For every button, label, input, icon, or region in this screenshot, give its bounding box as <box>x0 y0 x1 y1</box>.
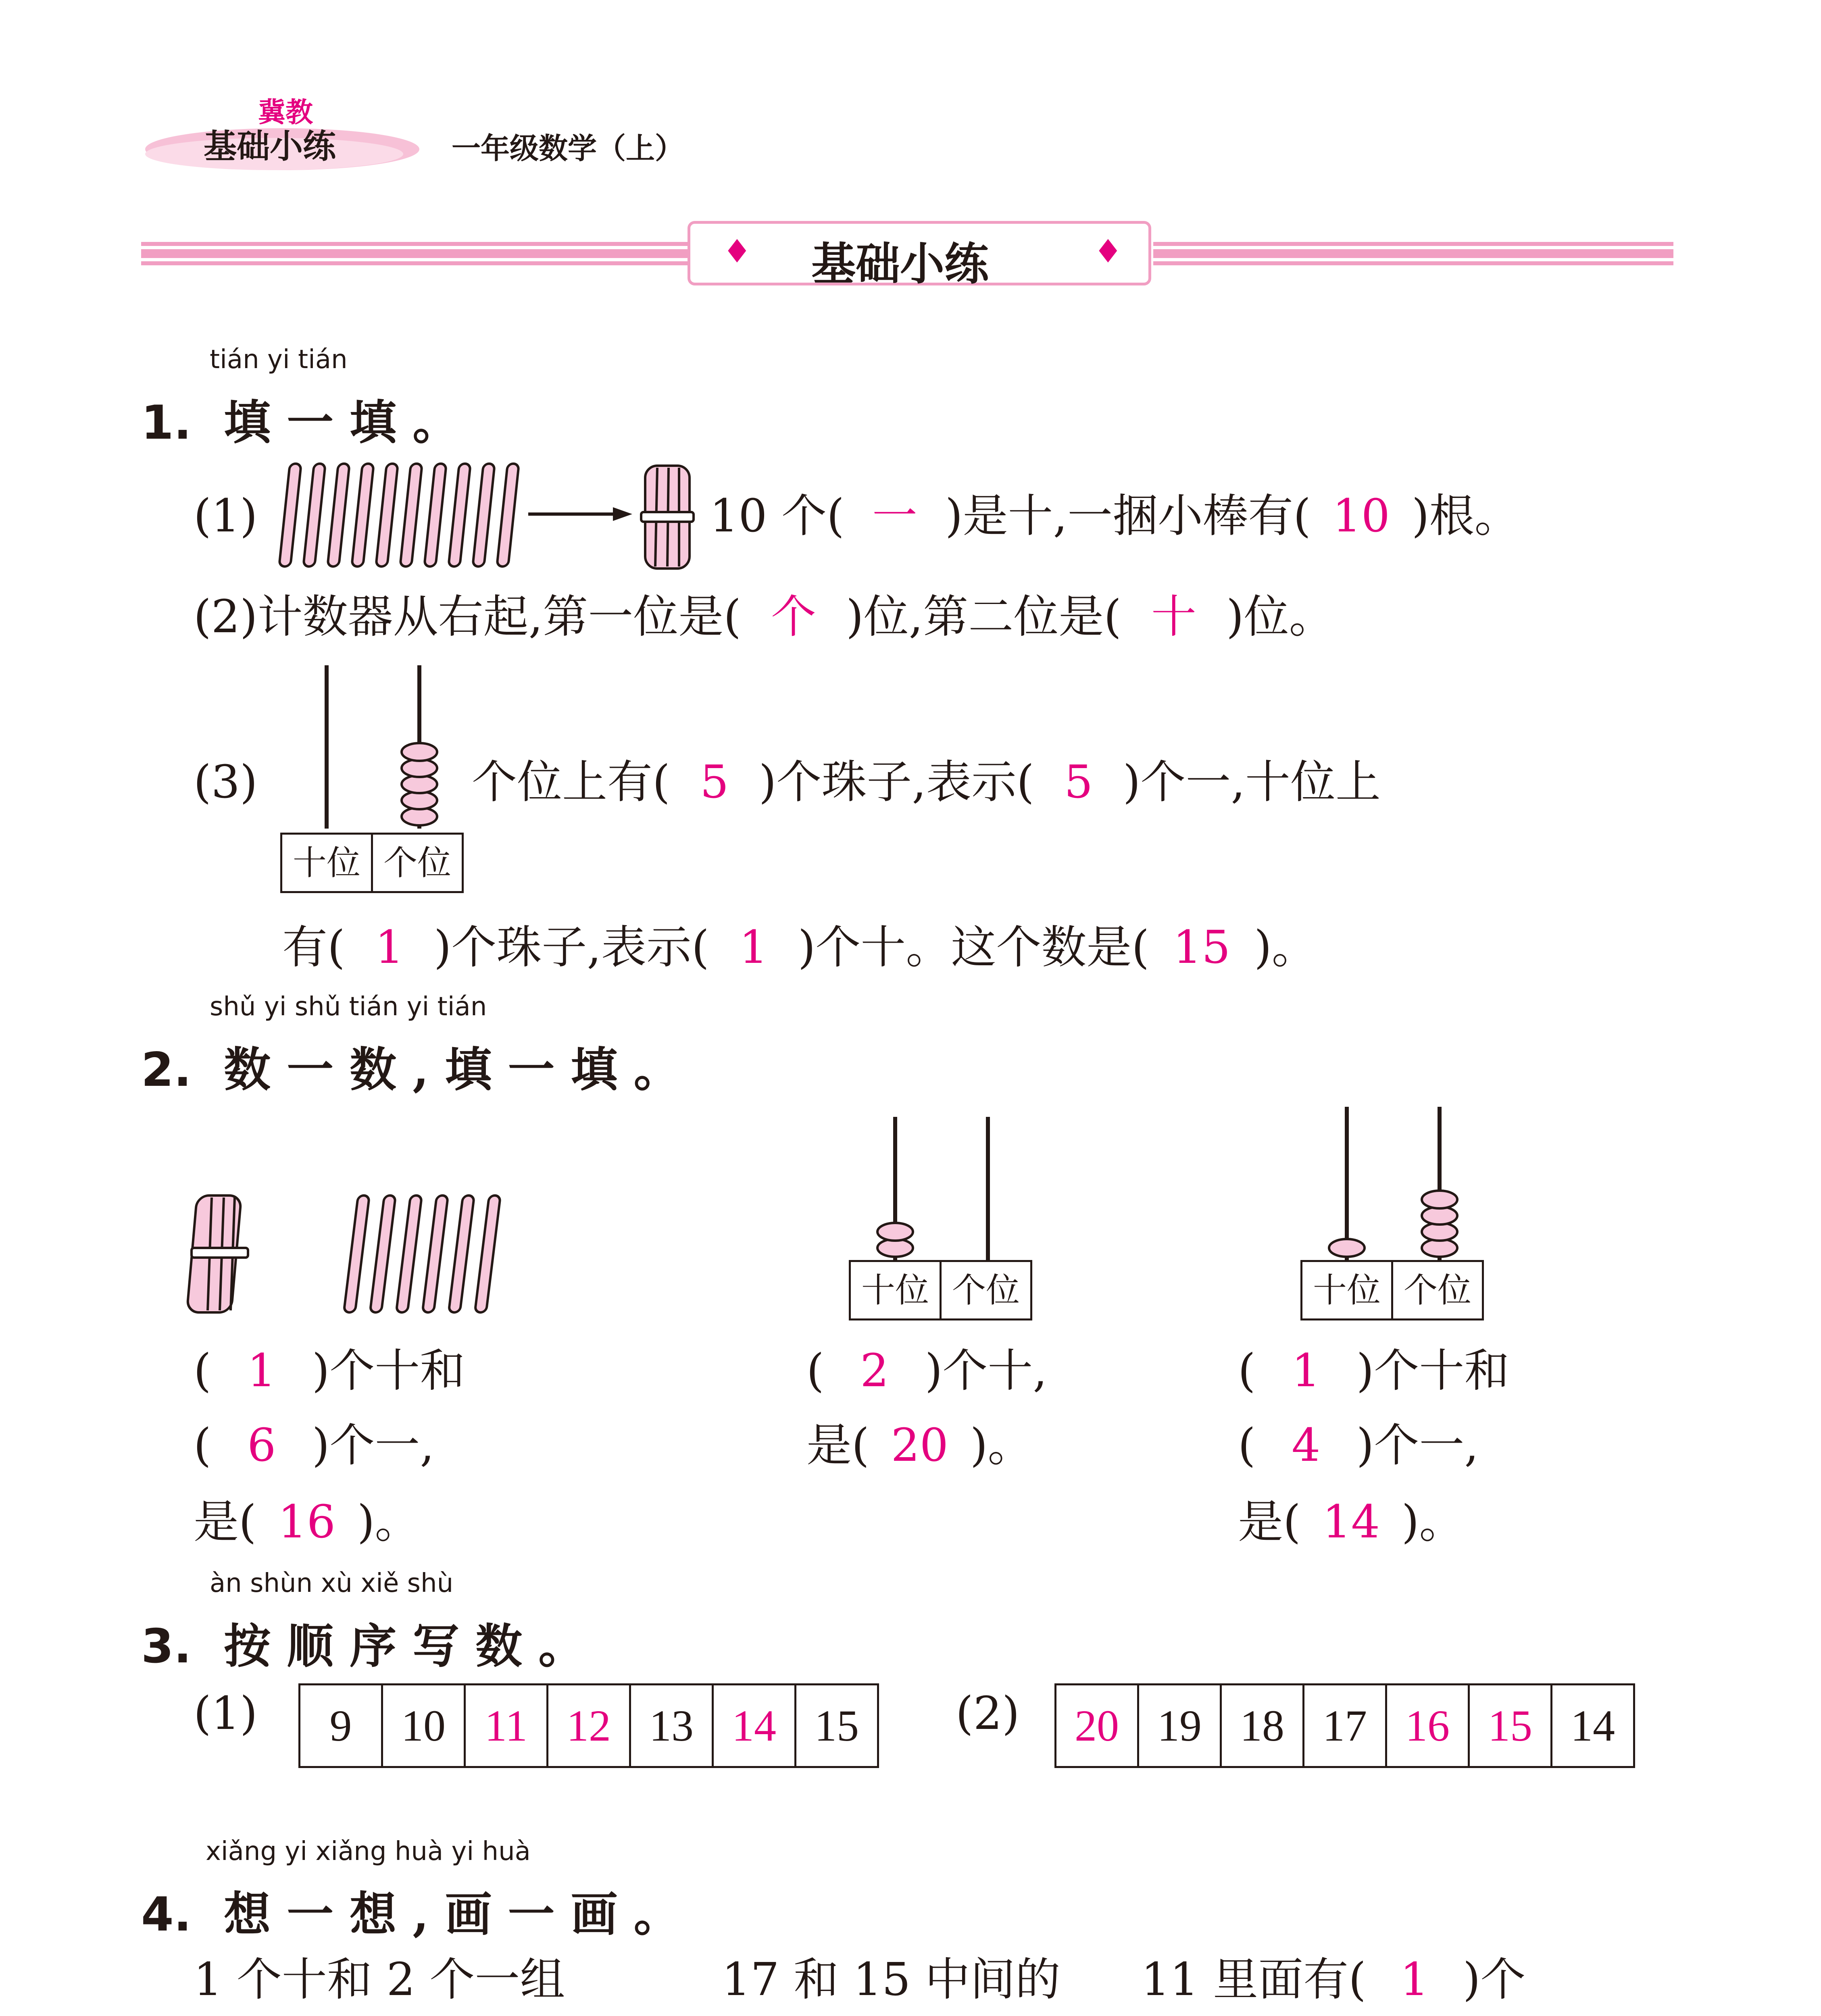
abacus-q2b <box>851 1113 1036 1266</box>
q1-p3-text1: 个位上有( 5 )个珠子,表示( 5 )个一,十位上 <box>472 754 1381 810</box>
q3-pinyin: àn shùn xù xiě shù <box>210 1568 454 1598</box>
q2a-line3: 是( 16 )。 <box>194 1494 420 1550</box>
q2-title <box>141 1032 697 1100</box>
header-brand: 基础小练 <box>204 127 336 166</box>
abacus-q1 <box>282 661 468 835</box>
header-book-title: 一年级数学（上） <box>452 131 684 165</box>
stick-bundle-icon <box>185 1189 266 1318</box>
answer: 5 <box>700 756 729 808</box>
sticks-six-icon <box>339 1189 524 1318</box>
banner-box <box>688 221 1151 290</box>
q4-pinyin: xiǎng yi xiǎng huà yi huà <box>206 1837 531 1866</box>
q4a-line1: 1 个十和 2 个一组 <box>194 1954 565 2006</box>
q1-pinyin: tián yi tián <box>210 345 348 375</box>
q2a-line2: ( 6 )个一, <box>194 1417 434 1474</box>
seq-cell: 14 <box>1552 1685 1634 1767</box>
abacus-q2c <box>1302 1103 1488 1266</box>
q3-sequence-2 <box>1054 1683 1635 1768</box>
q1-p1-label: (1) <box>194 490 258 542</box>
answer: 1 <box>1292 1345 1321 1397</box>
q2-pinyin: shǔ yi shǔ tián yi tián <box>210 992 487 1022</box>
answer: 一 <box>872 490 917 542</box>
q4-title-text: 想一想,画一画。 <box>224 1887 697 1942</box>
seq-cell: 12 <box>548 1685 630 1767</box>
q2c-line3: 是( 14 )。 <box>1238 1494 1464 1550</box>
tens-label: 十位 <box>292 843 360 883</box>
q4c-line1: 11 里面有( 1 )个 <box>1141 1951 1526 2008</box>
answer: 20 <box>891 1419 948 1472</box>
diamond-icon: ♦ <box>1094 233 1123 270</box>
seq-cell: 18 <box>1221 1685 1304 1767</box>
answer: 10 <box>1332 490 1390 542</box>
seq-cell: 9 <box>300 1685 382 1767</box>
q2-title-text: 数一数,填一填。 <box>224 1042 697 1097</box>
seq-cell: 20 <box>1056 1685 1138 1767</box>
answer: 1 <box>739 921 768 974</box>
seq-cell: 17 <box>1304 1685 1386 1767</box>
answer: 6 <box>247 1419 276 1472</box>
tens-label: 十位 <box>861 1270 929 1310</box>
seq-cell: 11 <box>465 1685 548 1767</box>
answer: 4 <box>1292 1419 1321 1472</box>
answer: 2 <box>860 1345 889 1397</box>
answer: 1 <box>1400 1954 1429 2006</box>
banner-rule-left <box>141 242 690 265</box>
q2c-line1: ( 1 )个十和 <box>1238 1343 1509 1399</box>
banner-title: 基础小练 <box>811 238 989 290</box>
q2b-line2: 是( 20 )。 <box>806 1417 1033 1474</box>
seq-cell: 15 <box>1469 1685 1552 1767</box>
q2-number: 2. <box>141 1043 192 1097</box>
arrow-right-icon <box>528 504 633 524</box>
answer: 1 <box>375 921 404 974</box>
seq-cell: 14 <box>713 1685 796 1767</box>
diamond-icon: ♦ <box>723 233 752 270</box>
abacus-label-q2c <box>1300 1260 1484 1320</box>
q1-p3-text2: 有( 1 )个珠子,表示( 1 )个十。这个数是( 15 )。 <box>282 919 1317 976</box>
sticks-loose-icon <box>278 460 536 573</box>
seq-cell: 13 <box>630 1685 713 1767</box>
q3-sequence-1 <box>298 1683 879 1768</box>
q1-p2-line: (2)计数器从右起,第一位是( 个 )位,第二位是( 十 )位。 <box>194 589 1334 645</box>
q3-s1-label: (1) <box>194 1687 258 1740</box>
abacus-label-q2b <box>849 1260 1032 1320</box>
q3-s2-label: (2) <box>956 1687 1020 1740</box>
q1-number: 1. <box>141 396 192 450</box>
q1-title <box>141 385 475 452</box>
answer: 1 <box>247 1345 276 1397</box>
answer: 14 <box>1322 1496 1380 1548</box>
answer: 16 <box>278 1496 335 1548</box>
q1-p1-text: 10 个( 一 )是十,一捆小棒有( 10 )根。 <box>710 488 1520 544</box>
seq-cell: 10 <box>382 1685 465 1767</box>
seq-cell: 19 <box>1138 1685 1221 1767</box>
ones-label: 个位 <box>371 835 462 891</box>
stick-bundle-icon <box>637 460 698 573</box>
q4b-line1: 17 和 15 中间的 <box>722 1954 1061 2006</box>
q2c-line2: ( 4 )个一, <box>1238 1417 1479 1474</box>
q1-title-text: 填一填。 <box>224 395 476 450</box>
abacus-label-q1 <box>280 833 464 893</box>
q3-number: 3. <box>141 1619 192 1674</box>
q4-title <box>141 1877 697 1944</box>
ones-label: 个位 <box>940 1262 1030 1318</box>
header-region: 冀教 <box>258 97 313 129</box>
banner-rule-right <box>1153 242 1673 265</box>
q2b-line1: ( 2 )个十, <box>806 1343 1047 1399</box>
q3-title <box>141 1609 601 1676</box>
q1-p3-label: (3) <box>194 756 258 808</box>
answer: 5 <box>1064 756 1093 808</box>
seq-cell: 15 <box>796 1685 878 1767</box>
q3-title-text: 按顺序写数。 <box>224 1619 602 1674</box>
q2a-line1: ( 1 )个十和 <box>194 1343 465 1399</box>
tens-label: 十位 <box>1313 1270 1381 1310</box>
ones-label: 个位 <box>1391 1262 1482 1318</box>
answer: 个 <box>771 591 816 643</box>
answer: 15 <box>1173 921 1231 974</box>
answer: 十 <box>1151 591 1196 643</box>
seq-cell: 16 <box>1386 1685 1469 1767</box>
q4-number: 4. <box>141 1887 192 1942</box>
